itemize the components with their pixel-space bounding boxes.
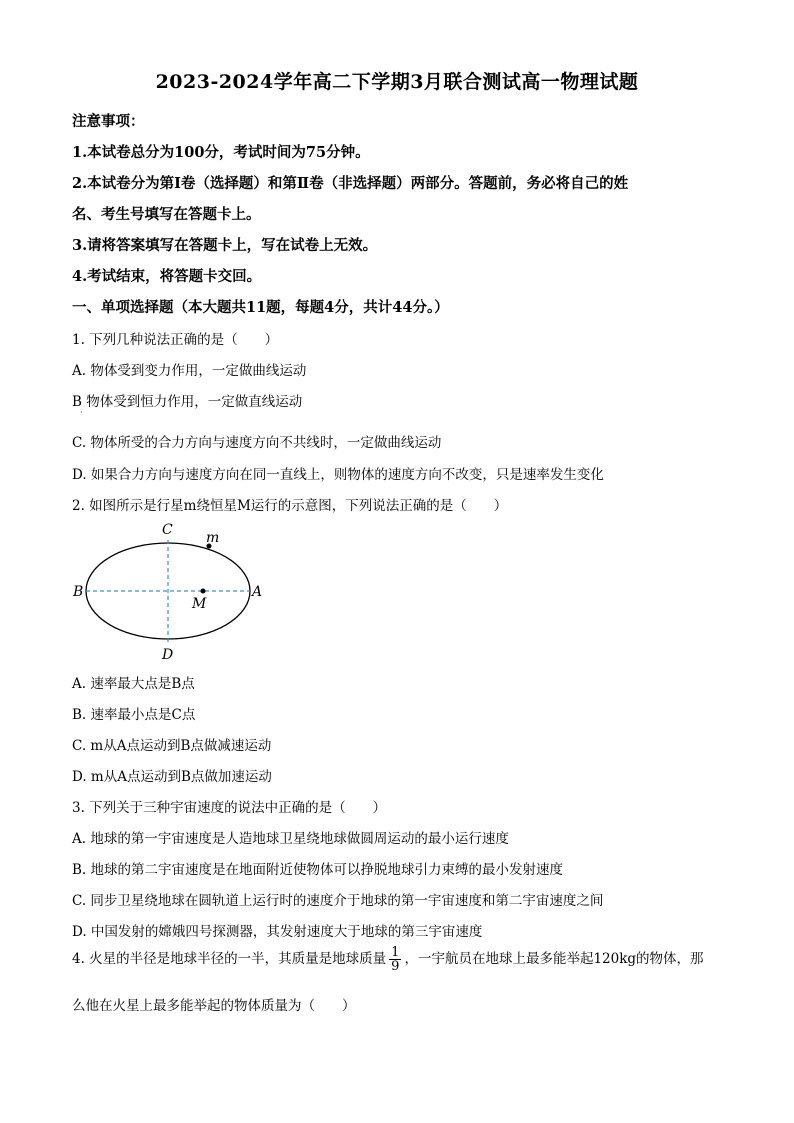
label-M: M [192,596,207,612]
q2-option-c: C. m从A点运动到B点做减速运动 [72,738,272,754]
q4-stem-line1 [72,946,704,973]
q1-option-d: D. 如果合力方向与速度方向在同一直线上，则物体的速度方向不改变，只是速率发生变化 [72,467,604,483]
q3-option-d: D. 中国发射的嫦娥四号探测器，其发射速度大于地球的第三宇宙速度 [72,924,483,940]
fraction-denominator: 9 [391,959,400,974]
star-M-point [201,589,206,594]
notice-item-3: 3.请将答案填写在答题卡上，写在试卷上无效。 [72,237,378,254]
notice-item-2: 2.本试卷分为第Ⅰ卷（选择题）和第Ⅱ卷（非选择题）两部分。答题前，务必将自己的姓 [72,175,629,192]
label-m: m [206,530,220,546]
page-title: 2023-2024学年高二下学期3月联合测试高一物理试题 [155,71,639,93]
label-C: C [162,522,173,538]
notice-item-1: 1.本试卷总分为100分，考试时间为75分钟。 [72,144,370,161]
q4-stem-part2: ，一宇航员在地球上最多能举起120kg的物体，那 [404,951,704,967]
q2-stem: 2. 如图所示是行星m绕恒星M运行的示意图，下列说法正确的是（ ） [72,498,508,514]
notice-item-2-cont: 名、考生号填写在答题卡上。 [72,206,261,223]
fraction-numerator: 1 [391,945,400,960]
label-B: B [73,584,84,600]
q2-option-b: B. 速率最小点是C点 [72,707,196,723]
q4-stem-part1: 4. 火星的半径是地球半径的一半，其质量是地球质量 [72,951,387,967]
q3-stem: 3. 下列关于三种宇宙速度的说法中正确的是（ ） [72,800,387,816]
q3-option-c: C. 同步卫星绕地球在圆轨道上运行时的速度介于地球的第一宇宙速度和第二宇宙速度之间 [72,893,604,909]
label-D: D [162,647,174,663]
q3-option-b: B. 地球的第二宇宙速度是在地面附近使物体可以挣脱地球引力束缚的最小发射速度 [72,862,564,878]
q3-option-a: A. 地球的第一宇宙速度是人造地球卫星绕地球做圆周运动的最小运行速度 [72,831,509,847]
q1-option-c: C. 物体所受的合力方向与速度方向不共线时，一定做曲线运动 [72,435,442,451]
section-heading: 一、单项选择题（本大题共11题，每题4分，共计44分。） [72,299,449,316]
q4-stem-line2: 么他在火星上最多能举起的物体质量为（ ） [72,998,356,1014]
fraction-one-ninth [389,946,401,973]
orbit-diagram [70,520,270,665]
q1-option-b: B 物体受到恒力作用，一定做直线运动 [72,394,303,410]
q1-stem: 1. 下列几种说法正确的是（ ） [72,332,279,348]
stray-dot: · [80,408,83,417]
notice-item-4: 4.考试结束，将答题卡交回。 [72,268,262,285]
q2-option-d: D. m从A点运动到B点做加速运动 [72,769,272,785]
q2-option-a: A. 速率最大点是B点 [72,676,195,692]
label-A: A [252,584,263,600]
q1-option-a: A. 物体受到变力作用，一定做曲线运动 [72,363,307,379]
notice-heading: 注意事项： [72,113,145,130]
